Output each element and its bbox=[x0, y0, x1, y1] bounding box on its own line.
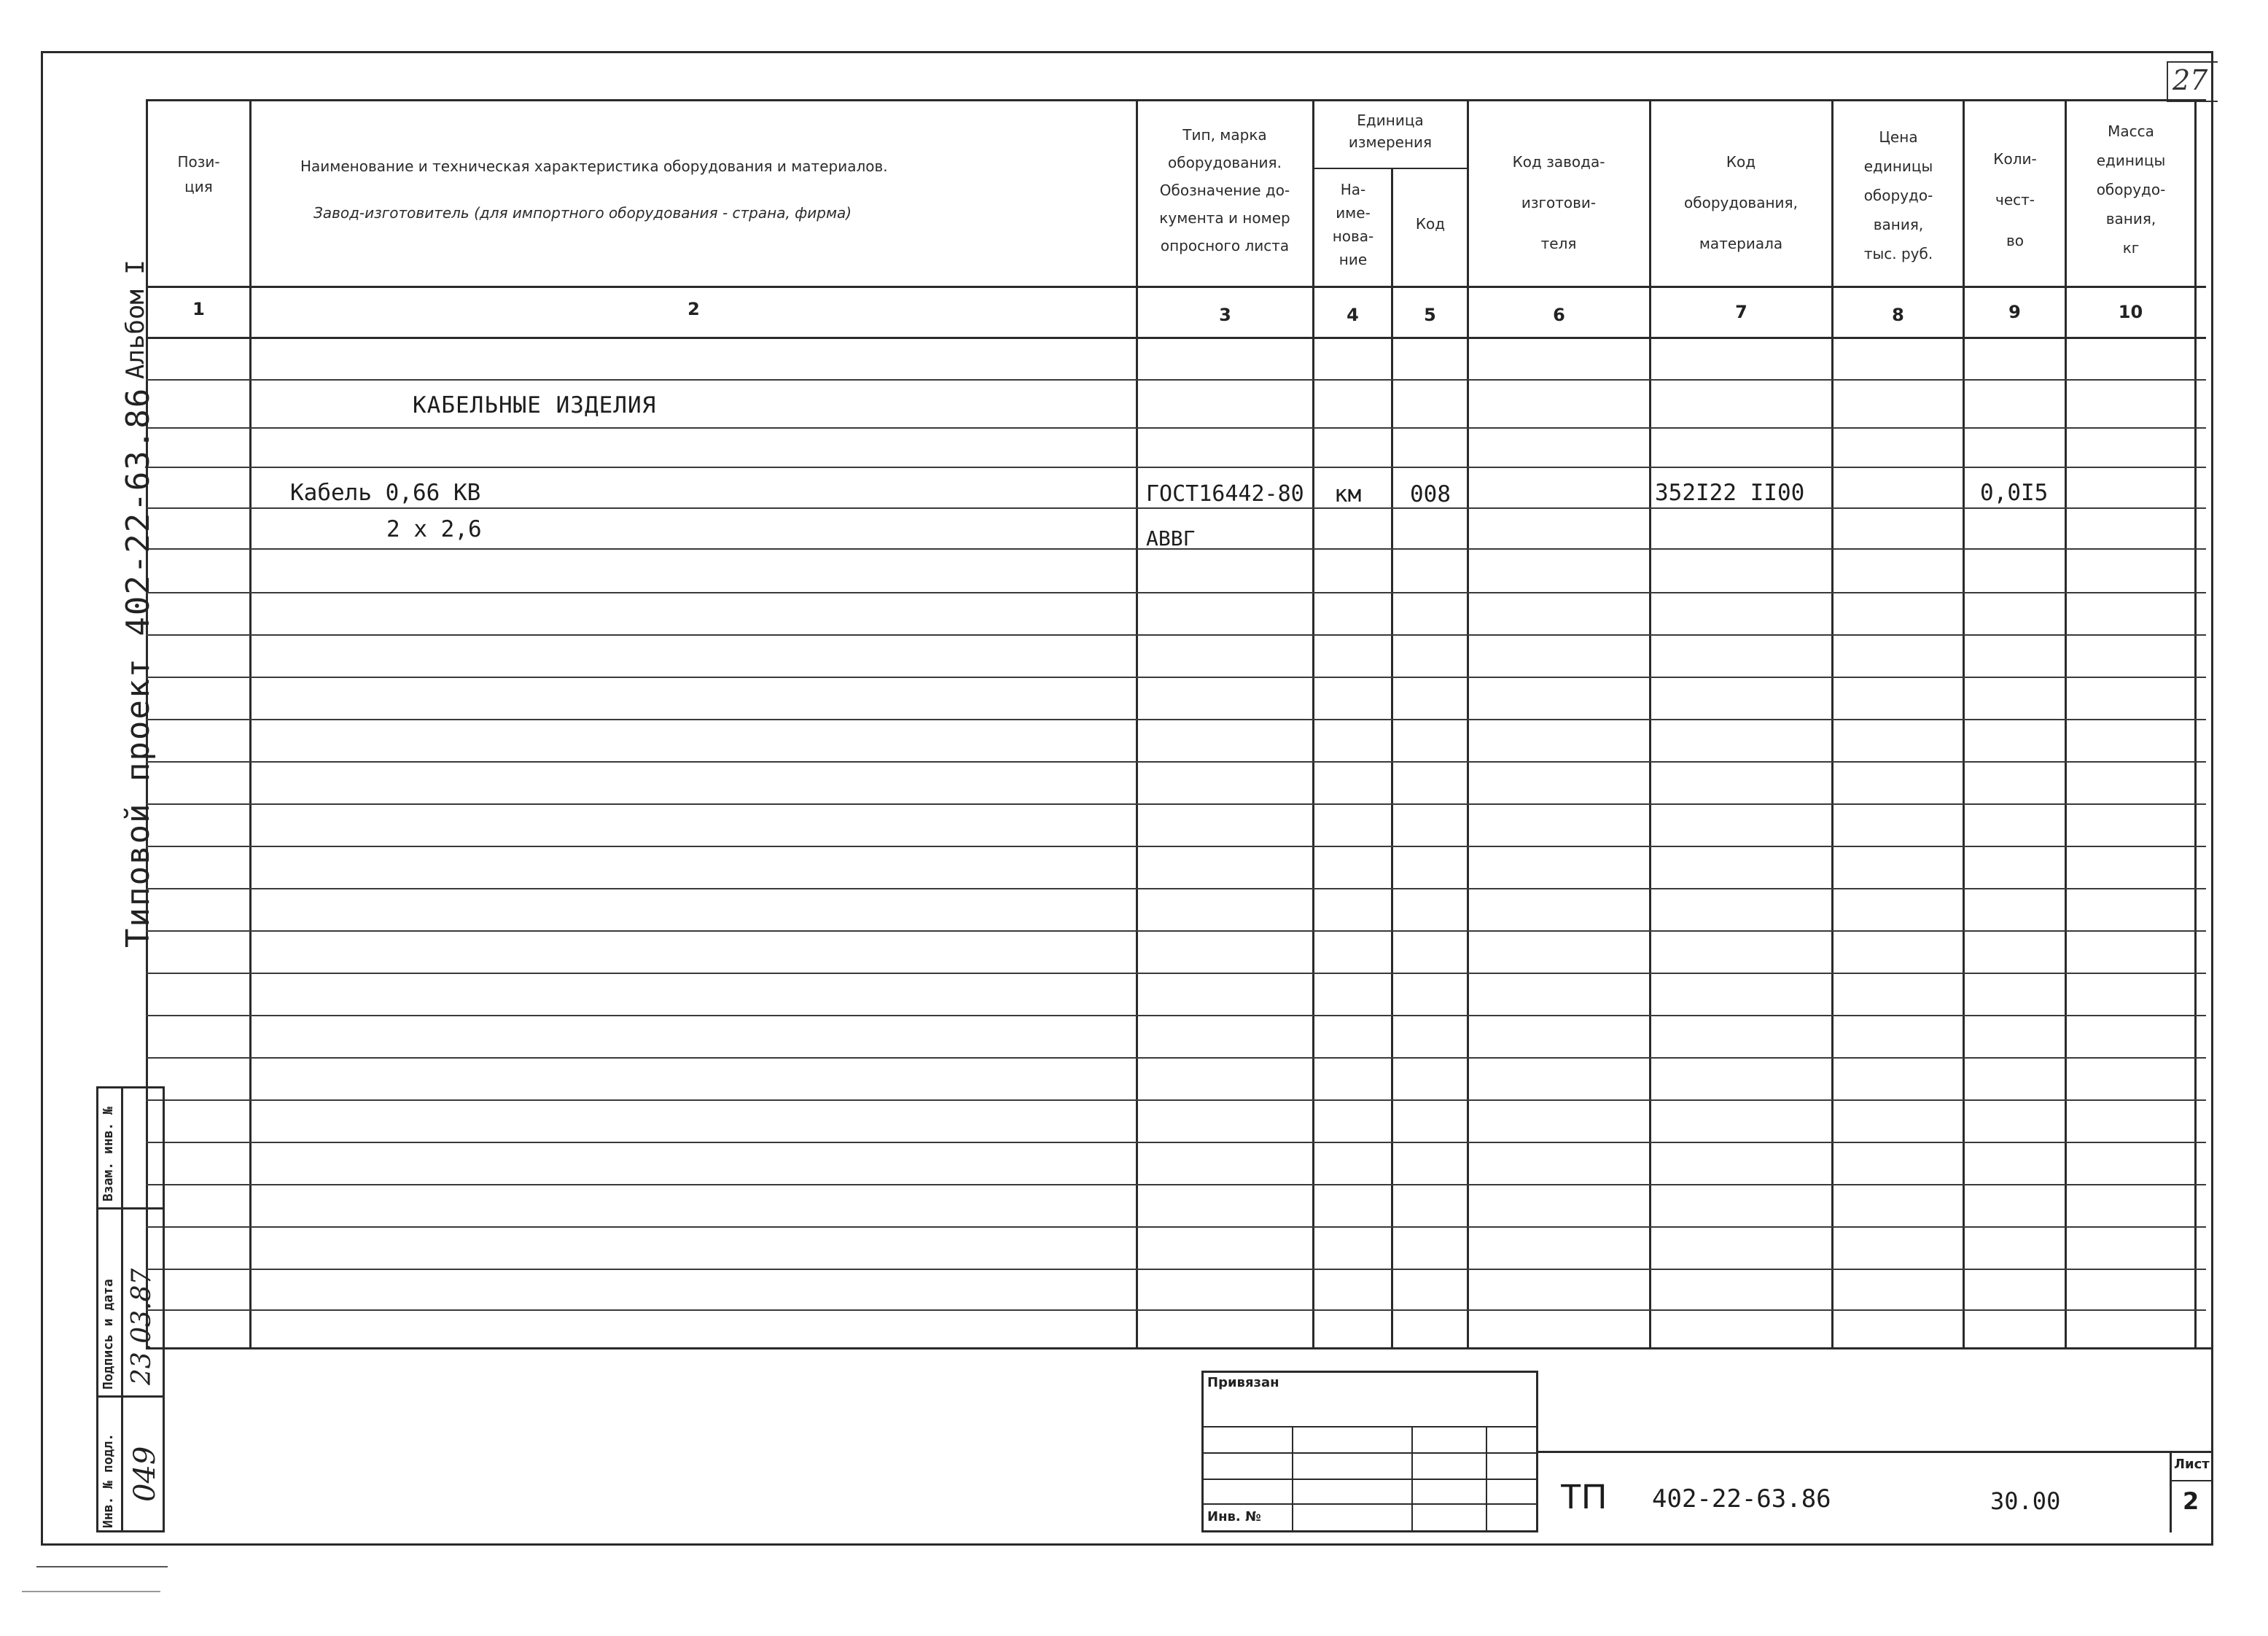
table-row-line bbox=[146, 761, 2206, 763]
table-top-line bbox=[146, 99, 2206, 101]
unit-group-divider bbox=[1312, 168, 1467, 169]
table-row-line bbox=[146, 1015, 2206, 1016]
col-line-6 bbox=[1649, 99, 1651, 1348]
table-header-bottom-line bbox=[146, 286, 2206, 288]
col-line-1 bbox=[249, 99, 252, 1348]
table-row-line bbox=[146, 467, 2206, 468]
bound-line-3 bbox=[1201, 1479, 1538, 1480]
stamp-divider-2 bbox=[96, 1395, 165, 1398]
table-row-line bbox=[146, 1057, 2206, 1059]
stamp-inv-orig: Инв. № подл. bbox=[101, 1433, 116, 1528]
sheet-vline bbox=[2170, 1451, 2172, 1532]
stamp-column-divider bbox=[121, 1086, 123, 1532]
header-position: Пози- ция bbox=[177, 153, 220, 195]
header-mass: Масса единицы оборудо- вания, кг bbox=[2096, 122, 2166, 257]
sheet-number: 2 bbox=[2183, 1487, 2199, 1515]
col-number-7: 7 bbox=[1735, 302, 1747, 322]
header-unit-code: Код bbox=[1415, 215, 1446, 233]
col-line-4 bbox=[1391, 168, 1393, 1348]
col-line-10 bbox=[2194, 99, 2197, 1348]
col-number-9: 9 bbox=[2008, 302, 2021, 322]
bound-line-1 bbox=[1201, 1426, 1538, 1427]
row1-material-code: 352I22 II00 bbox=[1655, 480, 1805, 506]
col-line-9 bbox=[2065, 99, 2067, 1348]
header-quantity: Коли- чест- во bbox=[1993, 150, 2037, 249]
row1-unit-name: км bbox=[1334, 481, 1362, 507]
table-row-line bbox=[146, 1226, 2206, 1228]
table-row-line bbox=[146, 427, 2206, 429]
bound-vline-1 bbox=[1292, 1426, 1293, 1532]
header-type: Тип, марка оборудования. Обозначение до- кумента и номер опросного листа bbox=[1159, 126, 1290, 254]
inv-label: Инв. № bbox=[1207, 1509, 1261, 1524]
stamp-signature-date: Подпись и дата bbox=[101, 1279, 116, 1390]
side-project-label: Типовой проект 402-22-63.86 bbox=[120, 386, 157, 948]
table-row-line bbox=[146, 973, 2206, 974]
table-row-line bbox=[146, 1309, 2206, 1311]
bound-line-2 bbox=[1201, 1452, 1538, 1454]
scan-mark-1 bbox=[36, 1566, 168, 1567]
bound-vline-3 bbox=[1486, 1426, 1487, 1532]
table-numbers-bottom-line bbox=[146, 337, 2206, 339]
table-row-line bbox=[146, 507, 2206, 509]
row1-quantity: 0,0I5 bbox=[1980, 480, 2049, 506]
header-unit-name: На- име- нова- ние bbox=[1332, 181, 1374, 268]
row1-name: Кабель 0,66 КВ bbox=[290, 480, 481, 506]
header-manufacturer-code: Код завода- изготови- теля bbox=[1512, 153, 1605, 252]
page-number: 27 bbox=[2172, 64, 2208, 96]
col-line-8 bbox=[1963, 99, 1965, 1348]
stamp-sign-value: 23.03.87 bbox=[127, 1268, 157, 1385]
bound-label: Привязан bbox=[1207, 1375, 1279, 1390]
col-line-3 bbox=[1312, 99, 1314, 1348]
table-row-line bbox=[146, 719, 2206, 720]
header-name: Наименование и техническая характеристика оборудования и материалов. Завод-изготовитель (для импортного оборудования - страна, фирма) bbox=[300, 157, 888, 222]
row1-unit-code: 008 bbox=[1410, 481, 1451, 507]
bound-vline-2 bbox=[1411, 1426, 1413, 1532]
table-row-line bbox=[146, 592, 2206, 593]
table-row-line bbox=[146, 846, 2206, 847]
col-number-5: 5 bbox=[1424, 305, 1436, 325]
title-top-line bbox=[1537, 1451, 2213, 1453]
row2-name: 2 х 2,6 bbox=[386, 516, 482, 542]
col-line-2 bbox=[1136, 99, 1138, 1348]
side-album-label: Альбом I bbox=[121, 260, 150, 379]
project-code: 402-22-63.86 bbox=[1652, 1484, 1831, 1514]
col-number-3: 3 bbox=[1219, 305, 1231, 325]
table-row-line bbox=[146, 1099, 2206, 1101]
table-row-line bbox=[146, 634, 2206, 636]
tp-label: ТП bbox=[1560, 1478, 1607, 1516]
table-row-line bbox=[146, 930, 2206, 932]
header-unit-group: Единица измерения bbox=[1348, 112, 1433, 151]
table-row-line bbox=[146, 1142, 2206, 1143]
sheet-label: Лист bbox=[2174, 1457, 2210, 1472]
col-number-8: 8 bbox=[1892, 305, 1904, 325]
col-number-4: 4 bbox=[1347, 305, 1359, 325]
header-price: Цена единицы оборудо- вания, тыс. руб. bbox=[1863, 128, 1933, 262]
stamp-inv-value: 049 bbox=[128, 1446, 162, 1502]
table-row-line bbox=[146, 1269, 2206, 1270]
bound-block bbox=[1201, 1371, 1538, 1532]
section-title: КАБЕЛЬНЫЕ ИЗДЕЛИЯ bbox=[413, 392, 657, 418]
table-row-line bbox=[146, 803, 2206, 805]
table-row-line bbox=[146, 677, 2206, 678]
stamp-divider-1 bbox=[96, 1207, 165, 1210]
bound-line-4 bbox=[1201, 1503, 1538, 1505]
table-row-line bbox=[146, 379, 2206, 381]
col-line-5 bbox=[1467, 99, 1469, 1348]
col-number-2: 2 bbox=[687, 299, 700, 319]
sheet-code: 30.00 bbox=[1990, 1487, 2061, 1515]
scan-mark-2 bbox=[22, 1591, 160, 1592]
col-number-1: 1 bbox=[192, 299, 205, 319]
stamp-replace-inv: Взам. инв. № bbox=[101, 1106, 116, 1201]
col-line-7 bbox=[1831, 99, 1834, 1348]
col-number-6: 6 bbox=[1553, 305, 1565, 325]
table-row-line bbox=[146, 1184, 2206, 1185]
table-row-line bbox=[146, 888, 2206, 889]
row1-type: ГОСТ16442-80 bbox=[1146, 481, 1304, 507]
row2-type: АВВГ bbox=[1146, 526, 1196, 550]
header-material-code: Код оборудования, материала bbox=[1684, 153, 1798, 252]
outer-frame bbox=[41, 51, 2213, 1546]
col-number-10: 10 bbox=[2118, 302, 2143, 322]
table-bottom-line bbox=[146, 1347, 2213, 1349]
sheet-hline bbox=[2170, 1480, 2213, 1481]
